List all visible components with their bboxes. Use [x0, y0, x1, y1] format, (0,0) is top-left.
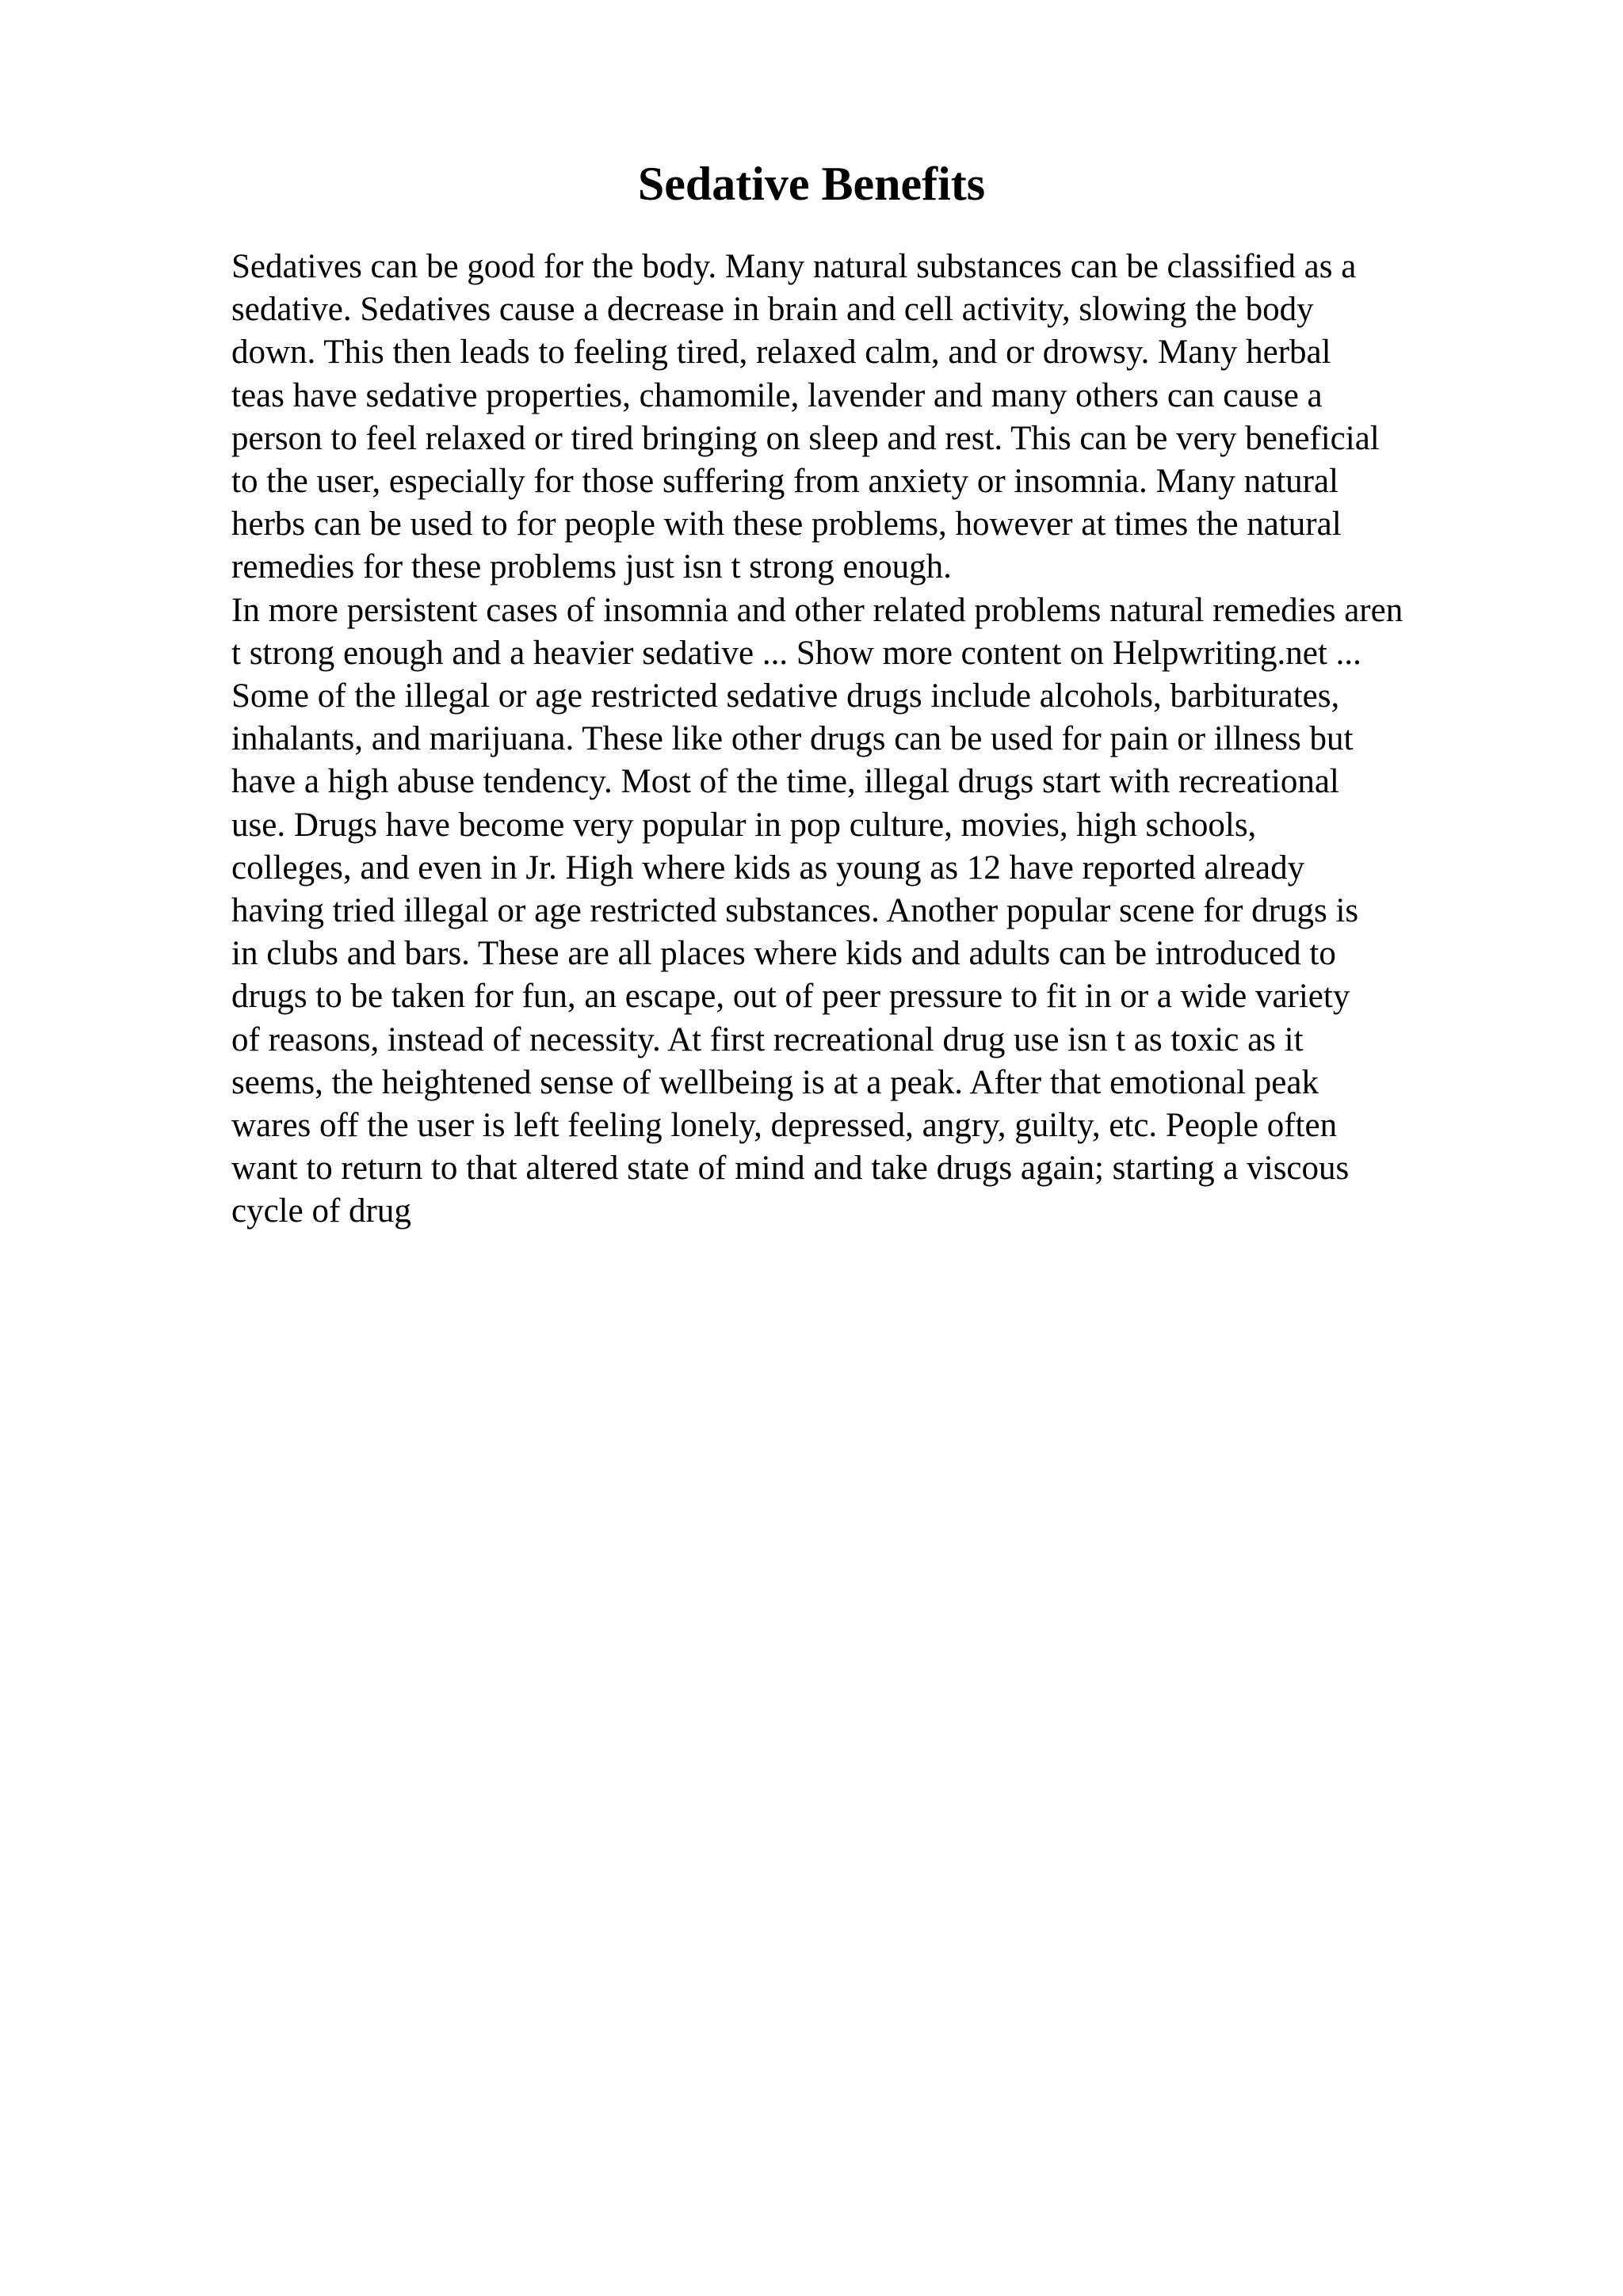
body-line: of reasons, instead of necessity. At first recreational drug use isn t as toxic as it [231, 1020, 1304, 1058]
document-title: Sedative Benefits [637, 158, 986, 210]
body-line: person to feel relaxed or tired bringing on sleep and rest. This can be very beneficial [231, 419, 1380, 457]
body-line: in clubs and bars. These are all places where kids and adults can be introduced to [231, 935, 1336, 973]
body-line: want to return to that altered state of mind and take drugs again; starting a viscous [231, 1150, 1350, 1188]
body-line: colleges, and even in Jr. High where kids as young as 12 have reported already [231, 849, 1305, 887]
body-line: remedies for these problems just isn t strong enough. [231, 548, 952, 586]
body-line: have a high abuse tendency. Most of the time, illegal drugs start with recreational [231, 763, 1339, 801]
body-line: to the user, especially for those suffering from anxiety or insomnia. Many natural [231, 463, 1338, 501]
body-line: drugs to be taken for fun, an escape, out of peer pressure to fit in or a wide variety [231, 978, 1350, 1016]
body-line: t strong enough and a heavier sedative ... Show more content on Helpwriting.net ... [231, 634, 1361, 672]
body-line: inhalants, and marijuana. These like other drugs can be used for pain or illness but [231, 720, 1354, 758]
body-line: In more persistent cases of insomnia and other related problems natural remedies aren [231, 591, 1403, 629]
document-body [231, 246, 1594, 1234]
body-line: sedative. Sedatives cause a decrease in brain and cell activity, slowing the body [231, 291, 1314, 329]
body-line: cycle of drug [231, 1192, 411, 1230]
body-line: teas have sedative properties, chamomile, lavender and many others can cause a [231, 376, 1323, 414]
body-line: wares off the user is left feeling lonely, depressed, angry, guilty, etc. People often [231, 1107, 1338, 1145]
body-line: seems, the heightened sense of wellbeing is at a peak. After that emotional peak [231, 1063, 1319, 1101]
body-line: down. This then leads to feeling tired, relaxed calm, and or drowsy. Many herbal [231, 334, 1331, 372]
body-line: use. Drugs have become very popular in pop culture, movies, high schools, [231, 806, 1257, 844]
body-line: Sedatives can be good for the body. Many natural substances can be classified as a [231, 248, 1357, 285]
body-line: having tried illegal or age restricted substances. Another popular scene for drugs is [231, 892, 1359, 930]
body-line: Some of the illegal or age restricted sedative drugs include alcohols, barbiturates, [231, 677, 1340, 715]
body-line: herbs can be used to for people with these problems, however at times the natural [231, 505, 1342, 543]
